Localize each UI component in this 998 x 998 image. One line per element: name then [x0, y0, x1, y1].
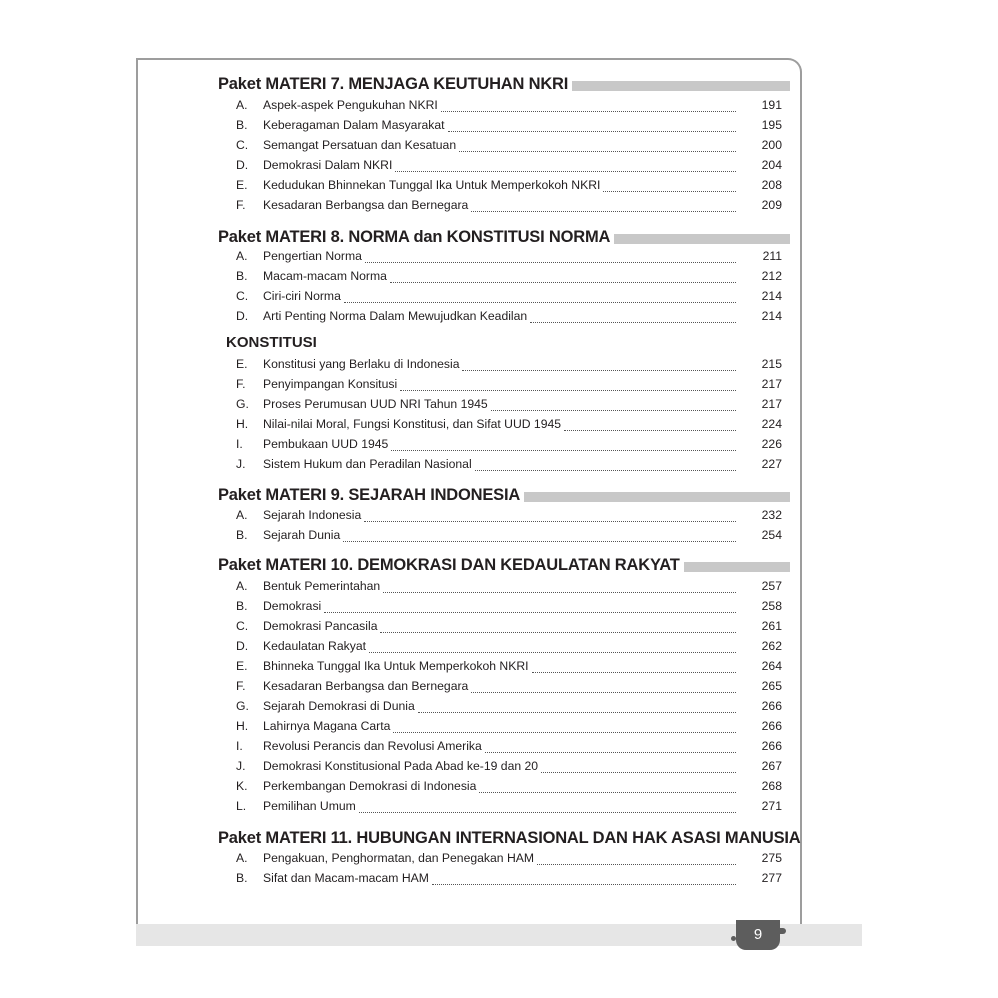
entry-title: Macam-macam Norma	[263, 269, 387, 283]
entry-letter: F.	[236, 198, 246, 212]
leader-dots	[459, 150, 736, 152]
entry-page: 227	[761, 457, 782, 471]
leader-dots	[383, 591, 736, 593]
leader-dots	[532, 671, 736, 673]
toc-entry[interactable]	[236, 266, 782, 286]
toc-entry[interactable]	[236, 696, 782, 716]
entry-page: 209	[761, 198, 782, 212]
toc-entry[interactable]	[236, 454, 782, 474]
entry-letter: G.	[236, 699, 249, 713]
entry-letter: B.	[236, 269, 248, 283]
leader-dots	[324, 611, 736, 613]
entry-letter: A.	[236, 249, 248, 263]
leader-dots	[471, 210, 736, 212]
entry-page: 257	[761, 579, 782, 593]
entry-letter: J.	[236, 457, 246, 471]
heading-bar	[524, 492, 790, 502]
toc-entry[interactable]	[236, 848, 782, 868]
entry-letter: J.	[236, 759, 246, 773]
section-heading	[218, 72, 790, 94]
toc-entry[interactable]	[236, 776, 782, 796]
entry-title: Bhinneka Tunggal Ika Untuk Memperkokoh NKRI	[263, 659, 529, 673]
entry-title: Bentuk Pemerintahan	[263, 579, 381, 593]
entry-title: Pengakuan, Penghormatan, dan Penegakan HAM	[263, 851, 535, 865]
entry-title: Demokrasi Dalam NKRI	[263, 158, 393, 172]
toc-entry[interactable]	[236, 616, 782, 636]
entry-title: Kedudukan Bhinnekan Tunggal Ika Untuk Memperkokoh NKRI	[263, 178, 601, 192]
leader-dots	[395, 170, 736, 172]
entry-title: Sejarah Demokrasi di Dunia	[263, 699, 415, 713]
entry-page: 191	[761, 98, 782, 112]
heading-bar	[614, 234, 790, 244]
toc-entry[interactable]	[236, 525, 782, 545]
toc-entry[interactable]	[236, 135, 782, 155]
toc-entry[interactable]	[236, 286, 782, 306]
leader-dots	[530, 321, 736, 323]
entry-letter: K.	[236, 779, 248, 793]
entry-title: Aspek-aspek Pengukuhan NKRI	[263, 98, 438, 112]
entry-page: 266	[761, 719, 782, 733]
entry-page: 261	[761, 619, 782, 633]
entry-page: 214	[761, 309, 782, 323]
toc-entry[interactable]	[236, 306, 782, 326]
entry-page: 254	[761, 528, 782, 542]
entry-letter: G.	[236, 397, 249, 411]
entry-title: Konstitusi yang Berlaku di Indonesia	[263, 357, 460, 371]
page-number: 9	[736, 920, 780, 950]
entry-title: Ciri-ciri Norma	[263, 289, 341, 303]
toc-entry[interactable]	[236, 95, 782, 115]
entry-page: 195	[761, 118, 782, 132]
entry-page: 275	[761, 851, 782, 865]
entry-title: Kesadaran Berbangsa dan Bernegara	[263, 198, 469, 212]
entry-page: 264	[761, 659, 782, 673]
entry-letter: E.	[236, 659, 248, 673]
entry-letter: H.	[236, 719, 249, 733]
toc-entry[interactable]	[236, 796, 782, 816]
entry-letter: H.	[236, 417, 249, 431]
entry-page: 232	[761, 508, 782, 522]
entry-page: 217	[761, 377, 782, 391]
section-title: Paket MATERI 11. HUBUNGAN INTERNASIONAL DAN HAK ASASI MANUSIA	[218, 829, 801, 847]
entry-page: 200	[761, 138, 782, 152]
entry-page: 208	[761, 178, 782, 192]
entry-letter: B.	[236, 599, 248, 613]
leader-dots	[491, 409, 736, 411]
leader-dots	[537, 863, 736, 865]
toc-entry[interactable]	[236, 374, 782, 394]
entry-page: 204	[761, 158, 782, 172]
entry-letter: A.	[236, 508, 248, 522]
entry-letter: F.	[236, 377, 246, 391]
toc-entry[interactable]	[236, 576, 782, 596]
subheading: KONSTITUSI	[226, 334, 317, 351]
entry-title: Sifat dan Macam-macam HAM	[263, 871, 429, 885]
entry-letter: E.	[236, 357, 248, 371]
entry-letter: E.	[236, 178, 248, 192]
toc-entry[interactable]	[236, 434, 782, 454]
heading-bar	[684, 562, 790, 572]
toc-entry[interactable]	[236, 505, 782, 525]
entry-letter: C.	[236, 289, 249, 303]
section-heading	[218, 483, 790, 505]
entry-letter: I.	[236, 739, 243, 753]
entry-letter: I.	[236, 437, 243, 451]
toc-entry[interactable]	[236, 175, 782, 195]
leader-dots	[344, 301, 736, 303]
leader-dots	[343, 540, 736, 542]
toc-entry[interactable]	[236, 195, 782, 215]
leader-dots	[365, 261, 736, 263]
entry-letter: B.	[236, 871, 248, 885]
entry-letter: L.	[236, 799, 247, 813]
entry-title: Kesadaran Berbangsa dan Bernegara	[263, 679, 469, 693]
entry-title: Proses Perumusan UUD NRI Tahun 1945	[263, 397, 488, 411]
section-heading	[218, 553, 790, 575]
entry-letter: A.	[236, 579, 248, 593]
leader-dots	[418, 711, 736, 713]
toc-entry[interactable]	[236, 636, 782, 656]
entry-page: 224	[761, 417, 782, 431]
leader-dots	[462, 369, 736, 371]
entry-title: Demokrasi Konstitusional Pada Abad ke-19 dan 20	[263, 759, 539, 773]
toc-entry[interactable]	[236, 246, 782, 266]
entry-page: 268	[761, 779, 782, 793]
leader-dots	[475, 469, 736, 471]
entry-page: 211	[762, 249, 782, 263]
toc-entry[interactable]	[236, 394, 782, 414]
entry-title: Sistem Hukum dan Peradilan Nasional	[263, 457, 472, 471]
toc-entry[interactable]	[236, 155, 782, 175]
leader-dots	[369, 651, 736, 653]
leader-dots	[479, 791, 736, 793]
leader-dots	[448, 130, 736, 132]
toc-entry[interactable]	[236, 354, 782, 374]
entry-letter: C.	[236, 138, 249, 152]
section-title: Paket MATERI 8. NORMA dan KONSTITUSI NORMA	[218, 228, 611, 246]
toc-entry[interactable]	[236, 414, 782, 434]
entry-letter: C.	[236, 619, 249, 633]
section-title: Paket MATERI 10. DEMOKRASI DAN KEDAULATAN RAKYAT	[218, 556, 680, 574]
entry-letter: D.	[236, 309, 249, 323]
entry-title: Nilai-nilai Moral, Fungsi Konstitusi, dan Sifat UUD 1945	[263, 417, 562, 431]
toc-entry[interactable]	[236, 656, 782, 676]
toc-entry[interactable]	[236, 596, 782, 616]
entry-title: Revolusi Perancis dan Revolusi Amerika	[263, 739, 482, 753]
leader-dots	[485, 751, 736, 753]
leader-dots	[432, 883, 736, 885]
entry-title: Arti Penting Norma Dalam Mewujudkan Keadilan	[263, 309, 528, 323]
toc-entry[interactable]	[236, 868, 782, 888]
entry-page: 262	[761, 639, 782, 653]
leader-dots	[359, 811, 736, 813]
entry-page: 217	[761, 397, 782, 411]
leader-dots	[541, 771, 736, 773]
toc-entry[interactable]	[236, 756, 782, 776]
entry-page: 226	[761, 437, 782, 451]
entry-page: 215	[761, 357, 782, 371]
entry-title: Perkembangan Demokrasi di Indonesia	[263, 779, 477, 793]
entry-letter: A.	[236, 851, 248, 865]
entry-page: 266	[761, 699, 782, 713]
entry-page: 212	[761, 269, 782, 283]
leader-dots	[390, 281, 736, 283]
leader-dots	[400, 389, 736, 391]
leader-dots	[364, 520, 736, 522]
entry-page: 271	[761, 799, 782, 813]
section-title: Paket MATERI 7. MENJAGA KEUTUHAN NKRI	[218, 75, 569, 93]
entry-title: Demokrasi	[263, 599, 322, 613]
leader-dots	[564, 429, 736, 431]
entry-letter: D.	[236, 639, 249, 653]
entry-title: Lahirnya Magana Carta	[263, 719, 391, 733]
toc-entry[interactable]	[236, 716, 782, 736]
entry-title: Sejarah Dunia	[263, 528, 341, 542]
entry-title: Keberagaman Dalam Masyarakat	[263, 118, 445, 132]
entry-letter: B.	[236, 118, 248, 132]
toc-entry[interactable]	[236, 676, 782, 696]
section-heading	[218, 826, 801, 848]
toc-entry[interactable]	[236, 115, 782, 135]
entry-title: Pembukaan UUD 1945	[263, 437, 389, 451]
leader-dots	[471, 691, 736, 693]
entry-title: Pengertian Norma	[263, 249, 362, 263]
entry-title: Sejarah Indonesia	[263, 508, 362, 522]
entry-letter: B.	[236, 528, 248, 542]
leader-dots	[603, 190, 736, 192]
entry-page: 266	[761, 739, 782, 753]
entry-title: Pemilihan Umum	[263, 799, 356, 813]
entry-title: Penyimpangan Konsitusi	[263, 377, 398, 391]
entry-title: Semangat Persatuan dan Kesatuan	[263, 138, 457, 152]
leader-dots	[393, 731, 736, 733]
entry-letter: F.	[236, 679, 246, 693]
entry-title: Kedaulatan Rakyat	[263, 639, 366, 653]
leader-dots	[391, 449, 736, 451]
section-heading	[218, 225, 790, 247]
entry-page: 277	[761, 871, 782, 885]
entry-title: Demokrasi Pancasila	[263, 619, 378, 633]
heading-bar	[572, 81, 790, 91]
entry-letter: A.	[236, 98, 248, 112]
entry-letter: D.	[236, 158, 249, 172]
leader-dots	[380, 631, 736, 633]
toc-entry[interactable]	[236, 736, 782, 756]
section-title: Paket MATERI 9. SEJARAH INDONESIA	[218, 486, 521, 504]
entry-page: 265	[761, 679, 782, 693]
leader-dots	[441, 110, 736, 112]
entry-page: 214	[761, 289, 782, 303]
entry-page: 258	[761, 599, 782, 613]
entry-page: 267	[761, 759, 782, 773]
